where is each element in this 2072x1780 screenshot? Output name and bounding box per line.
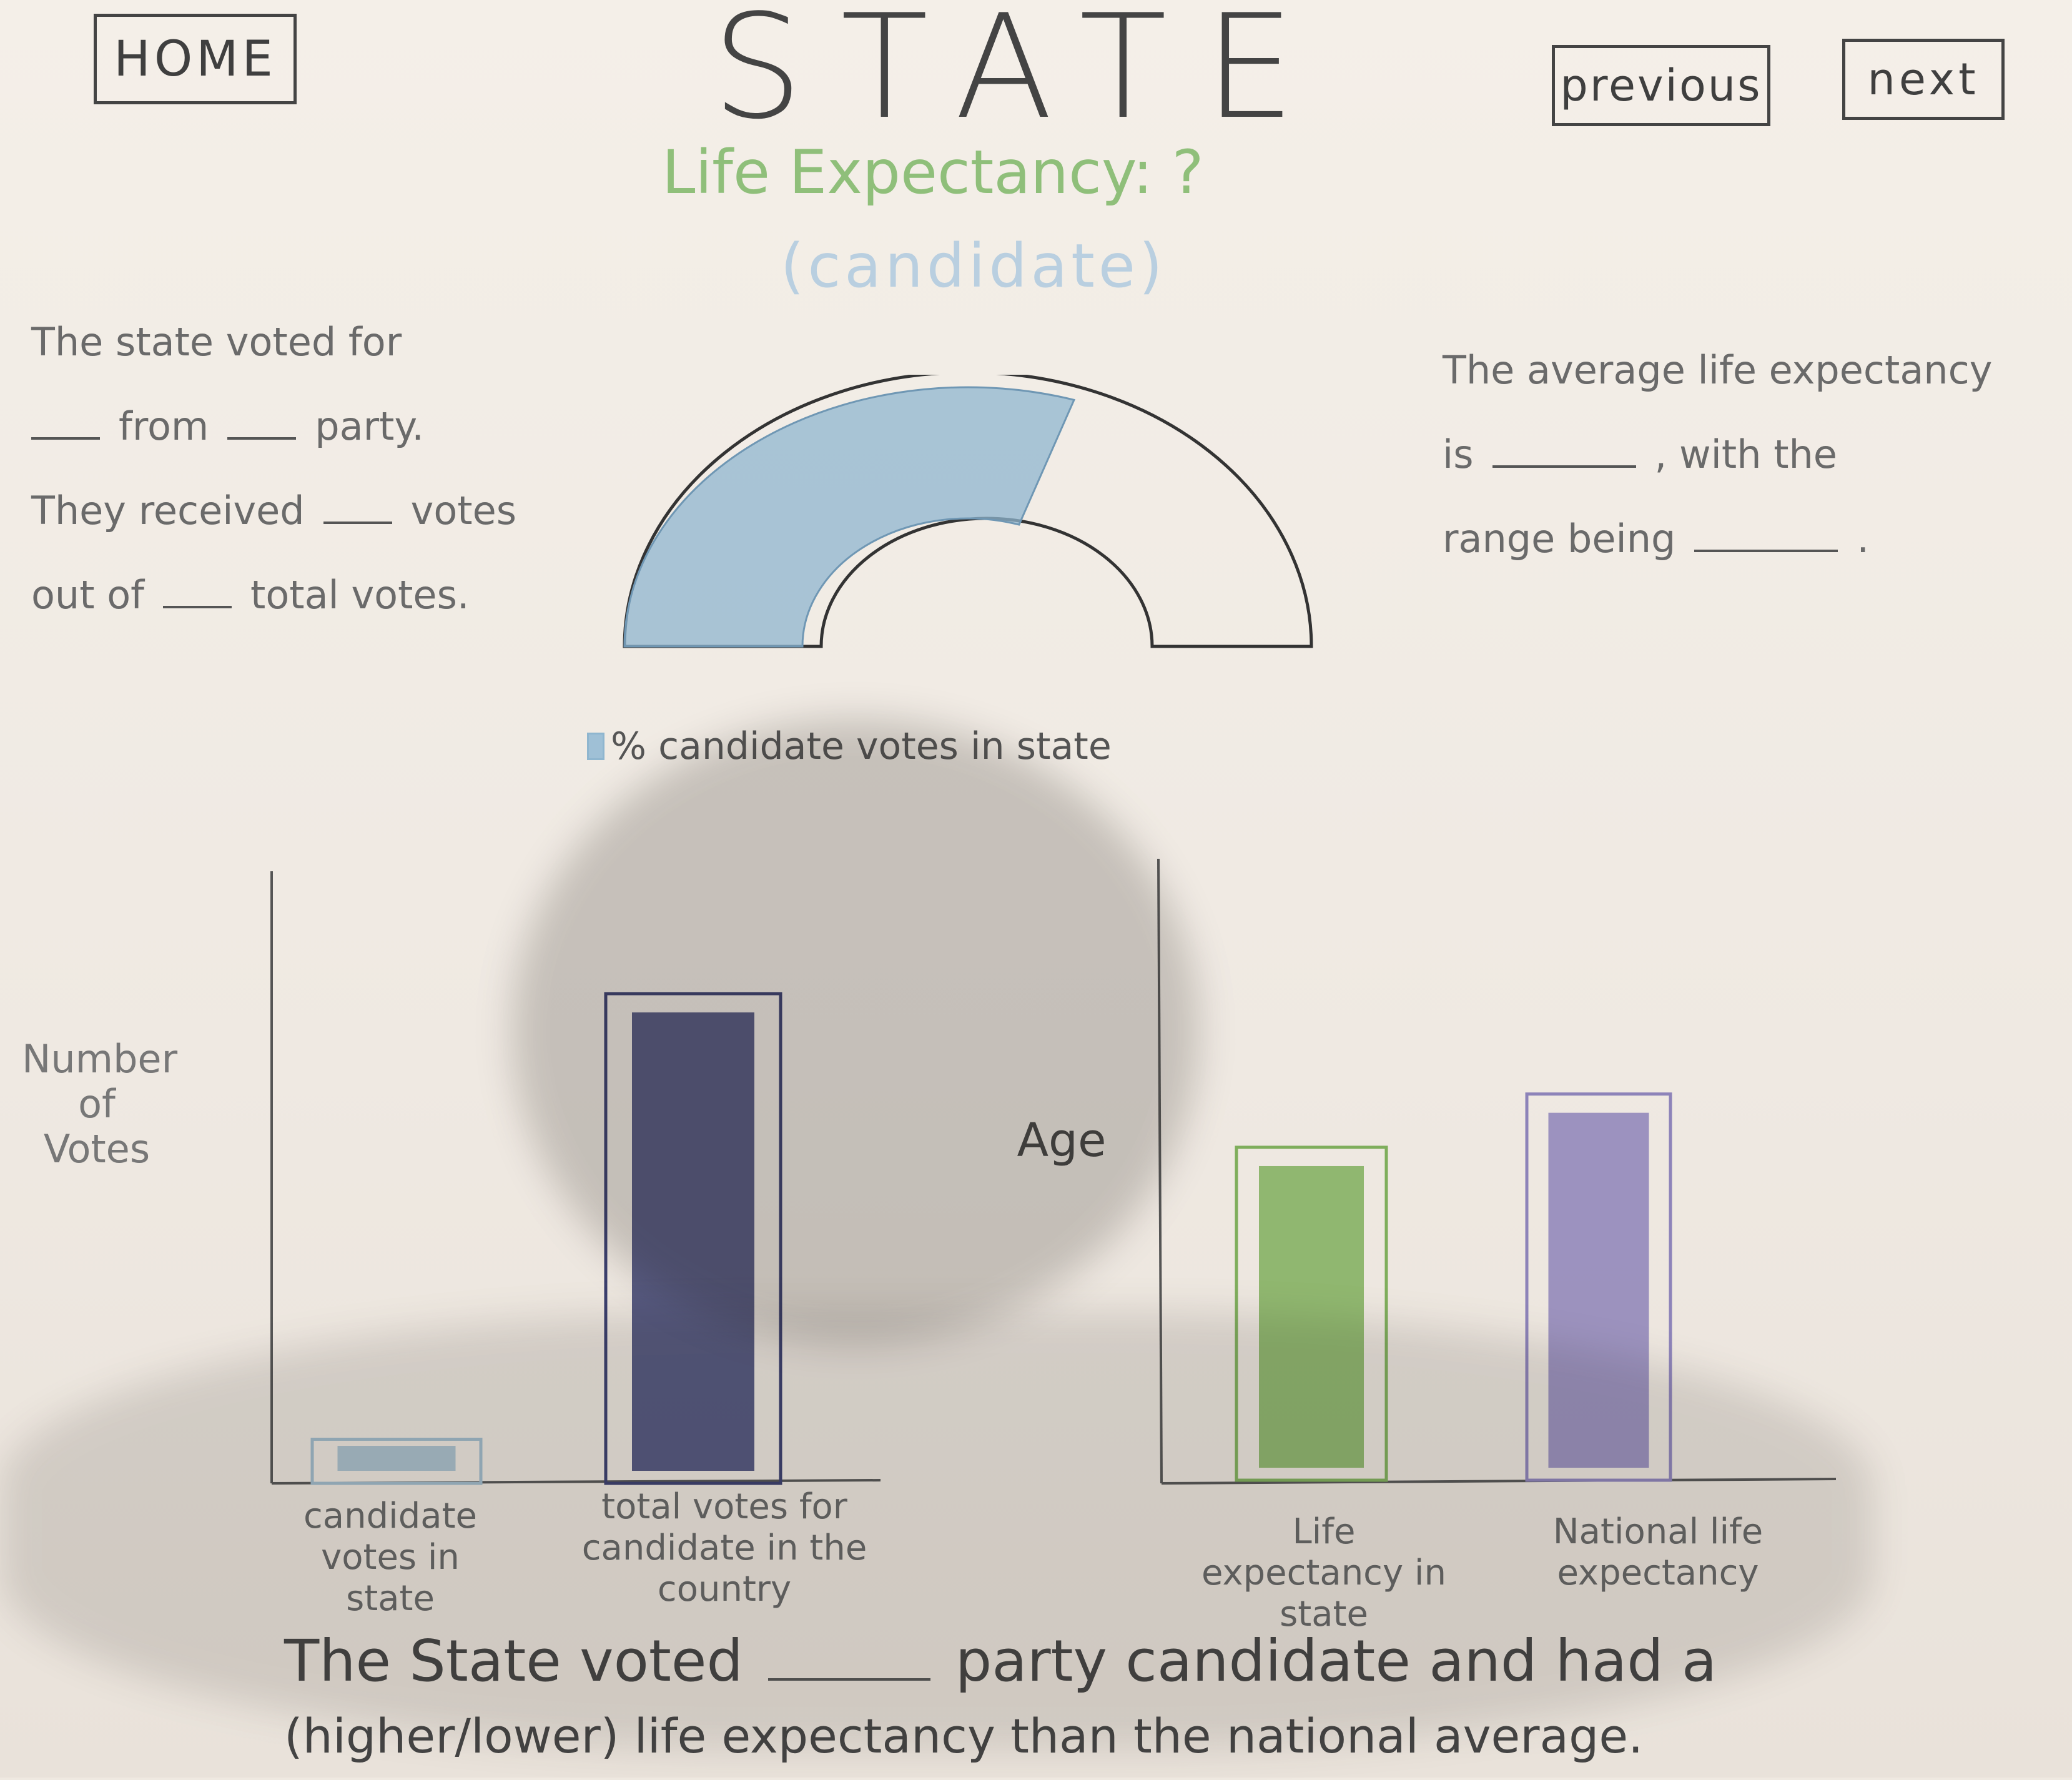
vote-summary-line-4 xyxy=(31,553,581,637)
legend-label: % candidate votes in state xyxy=(611,724,1112,768)
text-out-of: out of xyxy=(31,572,145,618)
text-party-candidate: party candidate and had a xyxy=(955,1628,1717,1694)
text-voted-for: The state voted for xyxy=(31,319,402,365)
candidate-heading: (candidate) xyxy=(781,231,1167,301)
next-button[interactable]: next xyxy=(1842,39,2005,120)
text-is: is xyxy=(1443,432,1474,477)
life-summary-line-3 xyxy=(1443,497,2042,581)
votes-blank xyxy=(323,522,392,524)
total-votes-blank xyxy=(163,606,232,608)
text-range-being: range being xyxy=(1443,516,1676,561)
text-votes: votes xyxy=(410,488,517,533)
legend-swatch xyxy=(587,733,604,760)
previous-button[interactable]: previous xyxy=(1552,45,1770,126)
average-blank xyxy=(1492,465,1636,468)
age-x-label-state: Life expectancy in state xyxy=(1201,1511,1446,1634)
hand-shadow xyxy=(512,718,1199,1343)
party-blank xyxy=(227,437,296,440)
life-expectancy-summary-text xyxy=(1443,328,2042,590)
life-expectancy-heading: Life Expectancy: ? xyxy=(662,137,1204,207)
text-period: . xyxy=(1857,516,1870,561)
text-state-voted: The State voted xyxy=(284,1628,743,1694)
vote-share-gauge xyxy=(612,375,1324,675)
text-with-the: , with the xyxy=(1654,432,1837,477)
vote-summary-line-3 xyxy=(31,468,581,553)
votes-x-label-state: candidate votes in state xyxy=(303,1496,477,1619)
text-average-life-expectancy: The average life expectancy xyxy=(1443,347,1993,393)
votes-x-label-country: total votes for candidate in the country xyxy=(581,1486,867,1609)
vote-summary-text xyxy=(31,300,581,637)
text-total-votes: total votes. xyxy=(250,572,470,618)
life-summary-line-2 xyxy=(1443,412,2042,497)
vote-summary-line-1 xyxy=(31,300,581,384)
range-blank xyxy=(1694,550,1838,552)
text-party: party. xyxy=(315,403,425,449)
home-button[interactable]: HOME xyxy=(94,14,297,104)
gauge-fill xyxy=(624,387,1074,646)
votes-y-axis-label: Number of Votes xyxy=(22,1036,178,1172)
vote-summary-line-2 xyxy=(31,384,581,468)
age-x-label-national: National life expectancy xyxy=(1552,1511,1764,1593)
text-from: from xyxy=(119,403,209,449)
page-title: STATE xyxy=(712,0,1333,151)
life-summary-line-1 xyxy=(1443,328,2042,412)
age-y-axis-label: Age xyxy=(1017,1114,1107,1167)
text-they-received: They received xyxy=(31,488,305,533)
text-higher-lower: (higher/lower) life expectancy than the national average. xyxy=(284,1708,1644,1764)
candidate-blank xyxy=(31,437,100,440)
hand-shadow-lower xyxy=(0,1312,1873,1749)
